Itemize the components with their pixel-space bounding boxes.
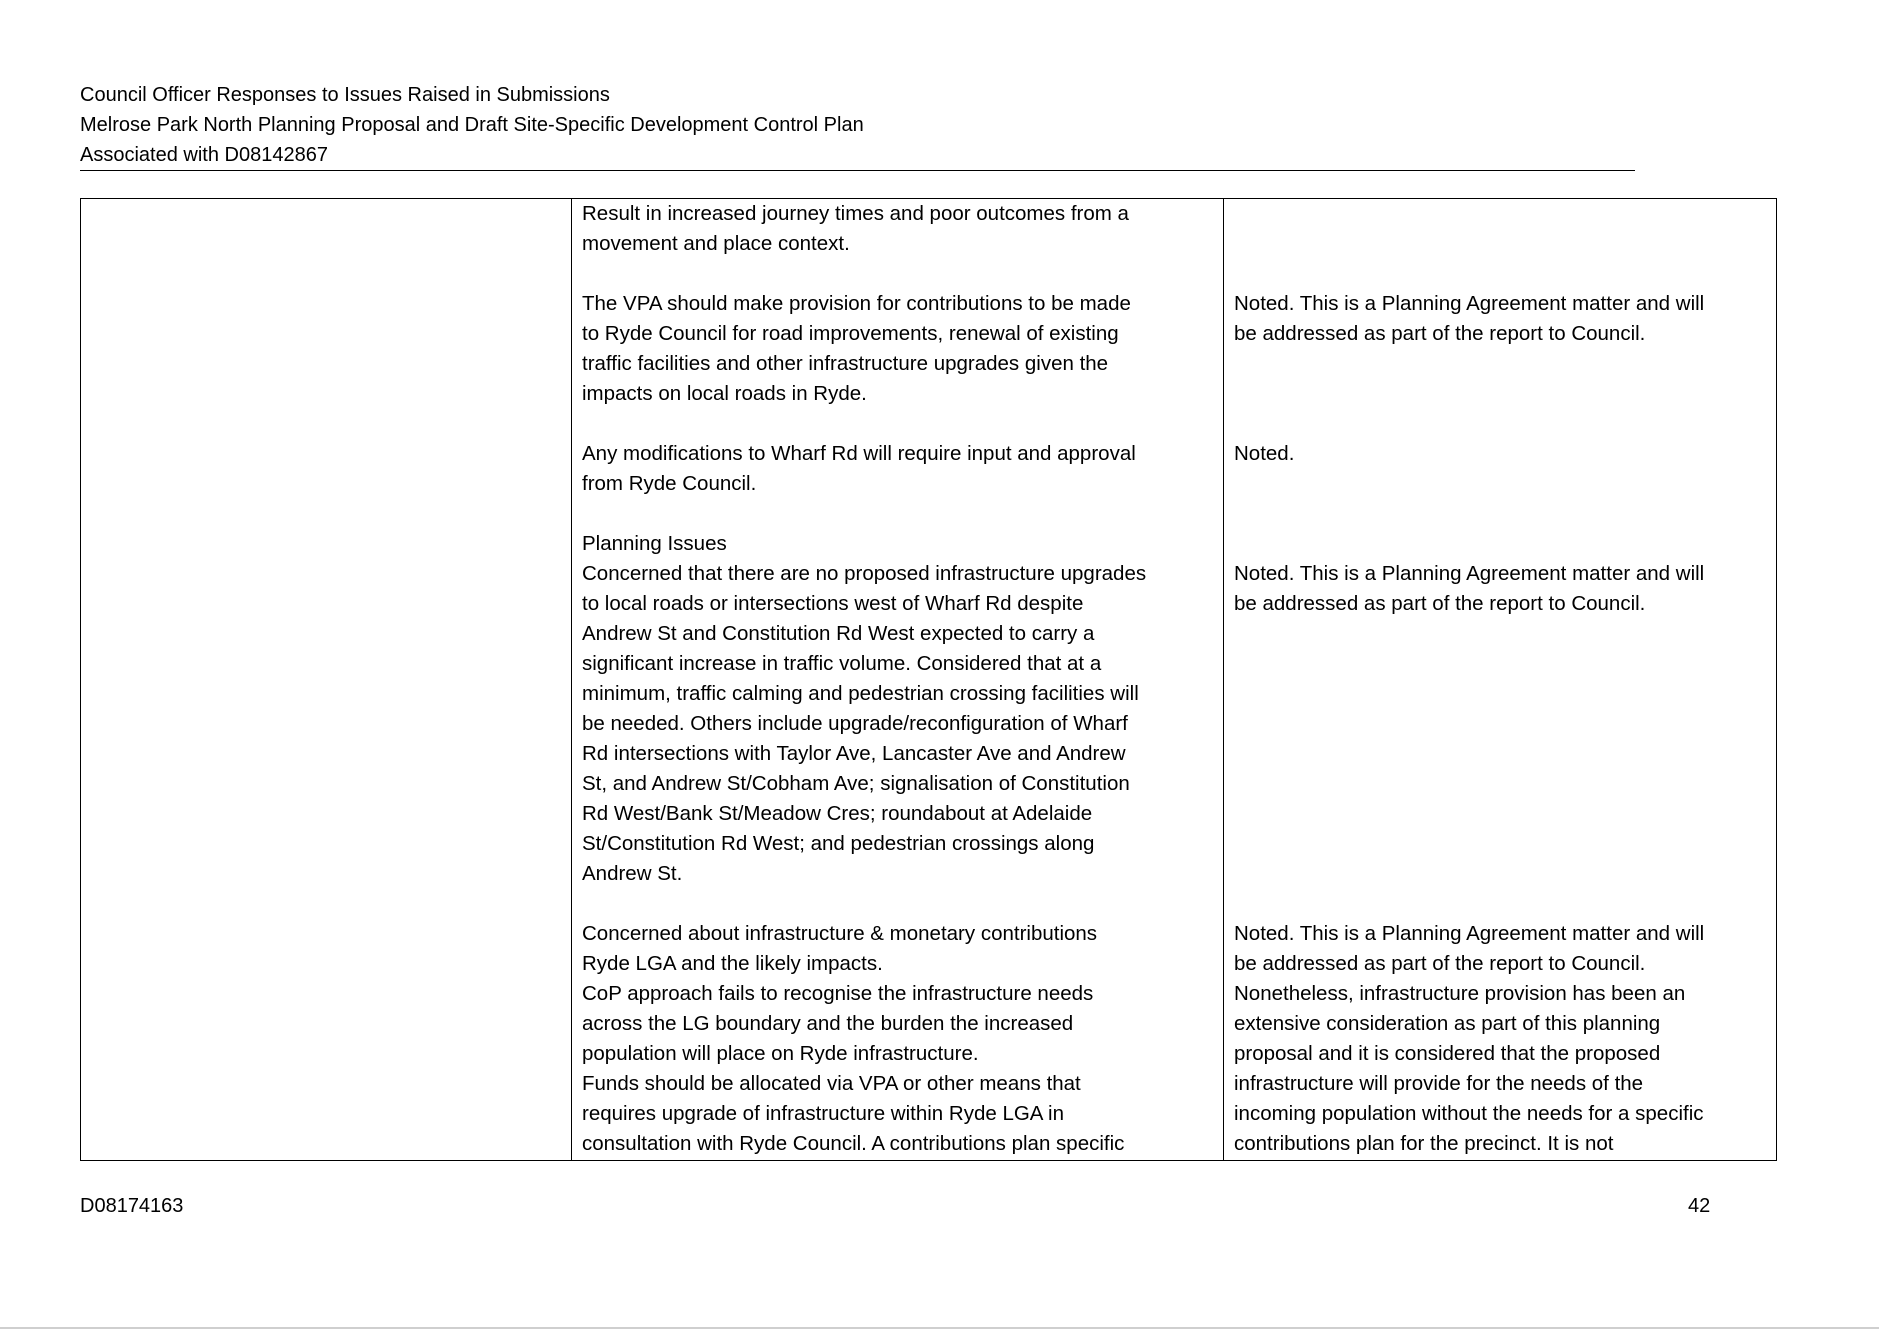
response-line (1224, 769, 1776, 799)
issue-line: to local roads or intersections west of Wharf Rd despite (582, 592, 1084, 615)
issue-line: St, and Andrew St/Cobham Ave; signalisation of Constitution (582, 772, 1130, 795)
issue-line: St/Constitution Rd West; and pedestrian crossings along (582, 832, 1095, 855)
response-line (1224, 619, 1776, 649)
submitter-column (81, 199, 572, 1160)
response-line: be addressed as part of the report to Council. (1234, 592, 1646, 615)
issue-line: Any modifications to Wharf Rd will require input and approval (582, 442, 1136, 465)
issue-line: minimum, traffic calming and pedestrian crossing facilities will (582, 682, 1139, 705)
footer-document-id: D08174163 (80, 1195, 184, 1217)
response-line: extensive consideration as part of this planning (1234, 1012, 1661, 1035)
header-subtitle: Melrose Park North Planning Proposal and Draft Site-Specific Development Control Plan (80, 114, 864, 136)
response-line: infrastructure will provide for the needs of the (1234, 1072, 1644, 1095)
issue-line: Rd intersections with Taylor Ave, Lancaster Ave and Andrew (582, 742, 1126, 765)
response-line (1224, 859, 1776, 889)
issue-line: Planning Issues (582, 532, 727, 555)
response-line (1224, 649, 1776, 679)
issue-line: Funds should be allocated via VPA or other means that (582, 1072, 1081, 1095)
issue-line: be needed. Others include upgrade/reconfiguration of Wharf (582, 712, 1128, 735)
response-line (1224, 529, 1776, 559)
issue-line: Concerned about infrastructure & monetary contributions (582, 922, 1098, 945)
response-line (1224, 469, 1776, 499)
issue-line: Result in increased journey times and poor outcomes from a (582, 202, 1129, 225)
response-line: Noted. This is a Planning Agreement matter and will (1234, 292, 1705, 315)
block-spacer (1224, 409, 1776, 439)
response-line: Noted. (1234, 442, 1295, 465)
issue-line: impacts on local roads in Ryde. (582, 382, 867, 405)
response-line: be addressed as part of the report to Council. (1234, 952, 1646, 975)
issue-line: The VPA should make provision for contributions to be made (582, 292, 1131, 315)
submissions-table (80, 198, 1777, 1161)
response-line: incoming population without the needs for a specific (1234, 1102, 1704, 1125)
issue-line: across the LG boundary and the burden the increased (582, 1012, 1074, 1035)
issues-column (572, 199, 1224, 1160)
issue-line: Andrew St. (582, 862, 683, 885)
response-line (1224, 379, 1776, 409)
issue-line: requires upgrade of infrastructure within Ryde LGA in (582, 1102, 1065, 1125)
issue-line: Ryde LGA and the likely impacts. (582, 952, 883, 975)
issues-cells (572, 199, 1223, 1159)
issue-line: significant increase in traffic volume. Considered that at a (582, 652, 1102, 675)
block-spacer (1224, 499, 1776, 529)
response-line: Noted. This is a Planning Agreement matter and will (1234, 922, 1705, 945)
issue-line: consultation with Ryde Council. A contributions plan specific (582, 1132, 1125, 1155)
issue-line: Concerned that there are no proposed infrastructure upgrades (582, 562, 1147, 585)
issue-line: Rd West/Bank St/Meadow Cres; roundabout at Adelaide (582, 802, 1093, 825)
issue-line: movement and place context. (582, 232, 850, 255)
response-line: proposal and it is considered that the proposed (1234, 1042, 1661, 1065)
block-spacer (1224, 889, 1776, 919)
block-spacer (572, 499, 1223, 529)
response-cells (1224, 199, 1776, 1159)
issue-line: Andrew St and Constitution Rd West expected to carry a (582, 622, 1095, 645)
response-line (1224, 799, 1776, 829)
issue-line: to Ryde Council for road improvements, renewal of existing (582, 322, 1119, 345)
response-line (1224, 709, 1776, 739)
response-line: be addressed as part of the report to Council. (1234, 322, 1646, 345)
issue-line: from Ryde Council. (582, 472, 757, 495)
block-spacer (1224, 259, 1776, 289)
block-spacer (572, 409, 1223, 439)
footer-page-number: 42 (1688, 1195, 1711, 1217)
response-line (1224, 229, 1776, 259)
issue-line: population will place on Ryde infrastructure. (582, 1042, 979, 1065)
response-line (1224, 199, 1776, 229)
response-line: Noted. This is a Planning Agreement matter and will (1234, 562, 1705, 585)
response-line: Nonetheless, infrastructure provision has been an (1234, 982, 1686, 1005)
issue-line: CoP approach fails to recognise the infrastructure needs (582, 982, 1094, 1005)
page-header (80, 80, 1635, 171)
header-title: Council Officer Responses to Issues Raised in Submissions (80, 84, 610, 106)
response-line (1224, 679, 1776, 709)
block-spacer (572, 259, 1223, 289)
responses-column (1224, 199, 1776, 1160)
response-line (1224, 739, 1776, 769)
response-line: contributions plan for the precinct. It is not (1234, 1132, 1614, 1155)
issue-line: traffic facilities and other infrastructure upgrades given the (582, 352, 1109, 375)
response-line (1224, 829, 1776, 859)
header-reference: Associated with D08142867 (80, 144, 328, 166)
block-spacer (572, 889, 1223, 919)
response-line (1224, 349, 1776, 379)
